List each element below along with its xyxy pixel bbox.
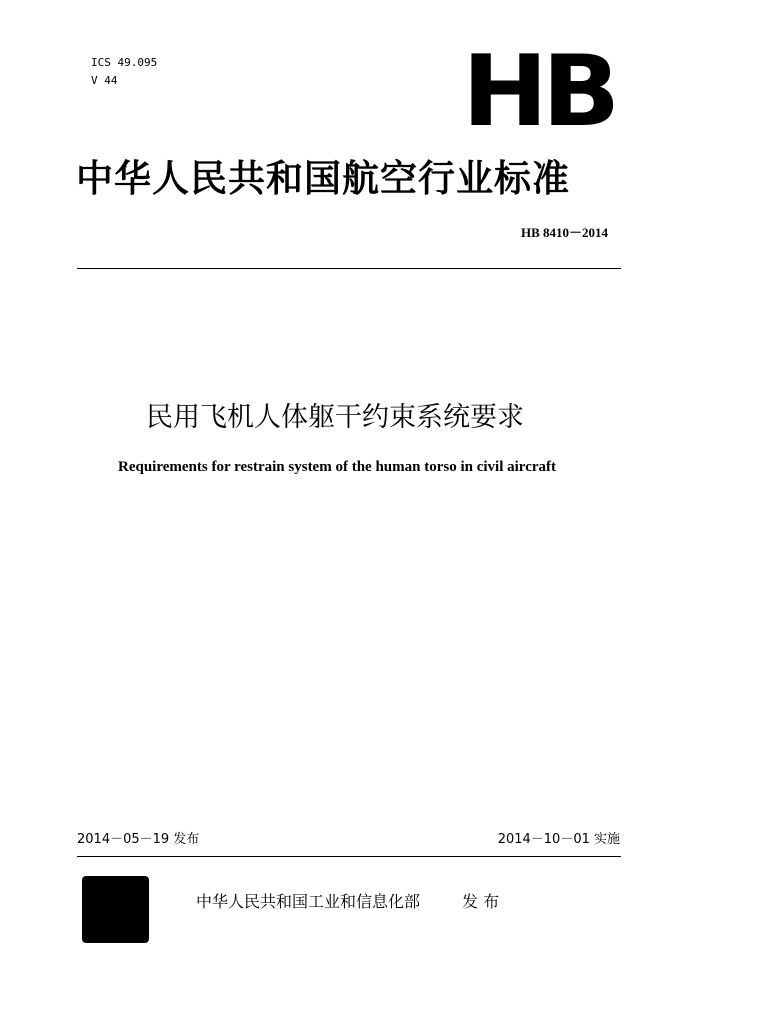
standard-number: HB 8410－2014 bbox=[520, 225, 608, 240]
header-divider bbox=[77, 268, 621, 269]
footer-divider bbox=[77, 856, 621, 857]
hb-logo: HB bbox=[462, 35, 614, 149]
publisher-name: 中华人民共和国工业和信息化部 bbox=[196, 892, 421, 911]
publish-action-label: 发 布 bbox=[462, 892, 500, 911]
standard-category-title: 中华人民共和国航空行业标准 bbox=[76, 157, 570, 200]
classification-code: V 44 bbox=[91, 74, 118, 87]
publish-date: 2014－05－19 发布 bbox=[77, 832, 200, 847]
implementation-date: 2014－10－01 实施 bbox=[497, 832, 620, 847]
publisher-seal-icon bbox=[82, 876, 149, 943]
document-title-chinese: 民用飞机人体躯干约束系统要求 bbox=[146, 402, 524, 433]
document-title-english: Requirements for restrain system of the human torso in civil aircraft bbox=[118, 459, 556, 475]
ics-code: ICS 49.095 bbox=[91, 56, 158, 69]
